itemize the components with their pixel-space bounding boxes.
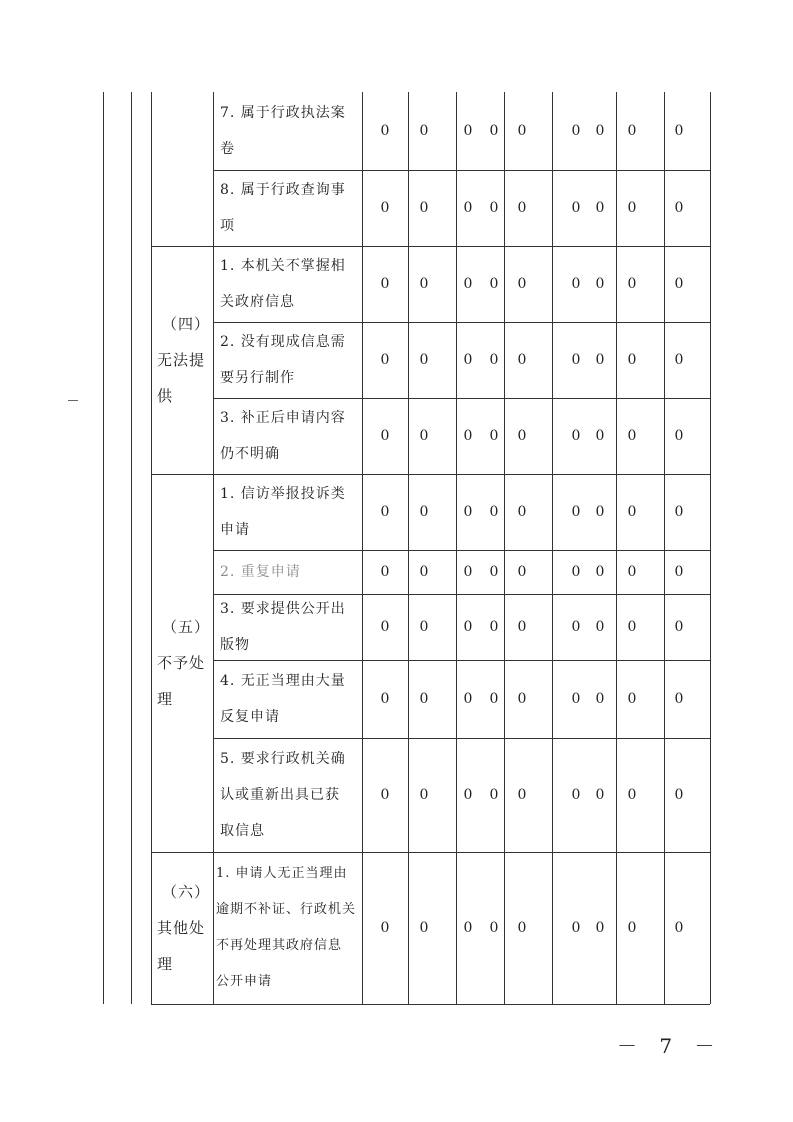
cell-value: 0	[517, 276, 527, 292]
cell-value: 0	[517, 691, 527, 707]
group-label-line: 理	[157, 690, 174, 708]
cell-value: 0	[419, 691, 429, 707]
cell-value: 0	[627, 276, 637, 292]
row-label-line: 不再处理其政府信息	[216, 938, 343, 953]
cell-value: 0	[674, 619, 684, 635]
cell-value: 0	[627, 920, 637, 936]
cell-value: 0	[627, 787, 637, 803]
cell-value: 0	[463, 276, 473, 292]
cell-value: 0	[674, 691, 684, 707]
cell-value: 0	[595, 276, 605, 292]
grid-row-line	[151, 1004, 710, 1005]
row-label-line: 1. 申请人无正当理由	[216, 866, 348, 881]
row-label-line: 7. 属于行政执法案	[220, 105, 346, 121]
cell-value: 0	[380, 619, 390, 635]
cell-value: 0	[380, 691, 390, 707]
row-label-line: 仍不明确	[220, 446, 280, 462]
grid-row-line	[213, 738, 710, 739]
row-label-line: 关政府信息	[220, 294, 295, 310]
grid-col-line	[710, 92, 711, 1004]
cell-value: 0	[571, 276, 581, 292]
cell-value: 0	[463, 564, 473, 580]
grid-row-line	[151, 474, 710, 475]
cell-value: 0	[517, 123, 527, 139]
cell-value: 0	[627, 504, 637, 520]
cell-value: 0	[419, 564, 429, 580]
cell-value: 0	[517, 504, 527, 520]
cell-value: 0	[489, 276, 499, 292]
cell-value: 0	[571, 200, 581, 216]
cell-value: 0	[489, 428, 499, 444]
grid-row-line	[151, 852, 710, 853]
cell-value: 0	[419, 428, 429, 444]
cell-value: 0	[489, 200, 499, 216]
cell-value: 0	[463, 920, 473, 936]
cell-value: 0	[571, 787, 581, 803]
cell-value: 0	[571, 619, 581, 635]
row-label-line: 取信息	[220, 823, 265, 839]
page-number: － 7 －	[617, 1034, 723, 1058]
grid-row-line	[213, 322, 710, 323]
cell-value: 0	[380, 504, 390, 520]
row-label-line: 3. 要求提供公开出	[220, 601, 346, 617]
cell-value: 0	[517, 920, 527, 936]
row-label-line: 8. 属于行政查询事	[220, 182, 346, 198]
cell-value: 0	[627, 123, 637, 139]
label-col-line	[213, 92, 214, 1004]
cell-value: 0	[380, 920, 390, 936]
row-label-line: 申请	[220, 522, 250, 538]
cell-value: 0	[463, 123, 473, 139]
cell-value: 0	[380, 123, 390, 139]
grid-col-line	[408, 92, 409, 1004]
cell-value: 0	[571, 123, 581, 139]
margin-line-left	[103, 92, 104, 1004]
group-col-line	[151, 92, 152, 1004]
cell-value: 0	[463, 691, 473, 707]
cell-value: 0	[517, 352, 527, 368]
cell-value: 0	[595, 787, 605, 803]
cell-value: 0	[517, 564, 527, 580]
group-label-line: 无法提	[157, 351, 206, 369]
cell-value: 0	[489, 352, 499, 368]
grid-col-line	[504, 92, 505, 1004]
cell-value: 0	[674, 276, 684, 292]
cell-value: 0	[380, 200, 390, 216]
cell-value: 0	[419, 352, 429, 368]
cell-value: 0	[489, 619, 499, 635]
row-label-line: 认或重新出具已获	[220, 787, 340, 803]
row-label-line: 3. 补正后申请内容	[220, 410, 346, 426]
cell-value: 0	[463, 619, 473, 635]
cell-value: 0	[595, 619, 605, 635]
cell-value: 0	[380, 352, 390, 368]
group-label-line: 不予处	[157, 654, 206, 672]
group-label-line: （五）	[162, 618, 211, 636]
cell-value: 0	[380, 276, 390, 292]
cell-value: 0	[674, 123, 684, 139]
cell-value: 0	[419, 920, 429, 936]
grid-col-line	[616, 92, 617, 1004]
cell-value: 0	[595, 504, 605, 520]
row-label-line: 2. 重复申请	[220, 564, 301, 580]
group-label-line: （四）	[162, 315, 211, 333]
cell-value: 0	[595, 920, 605, 936]
cell-value: 0	[463, 352, 473, 368]
cell-value: 0	[489, 504, 499, 520]
cell-value: 0	[489, 691, 499, 707]
row-label-line: 逾期不补证、行政机关	[216, 902, 357, 917]
row-label-line: 公开申请	[216, 974, 273, 989]
grid-row-line	[151, 246, 710, 247]
cell-value: 0	[674, 564, 684, 580]
cell-value: 0	[419, 123, 429, 139]
cell-value: 0	[627, 564, 637, 580]
cell-value: 0	[419, 619, 429, 635]
row-label-line: 1. 本机关不掌握相	[220, 258, 346, 274]
cell-value: 0	[463, 504, 473, 520]
cell-value: 0	[674, 352, 684, 368]
cell-value: 0	[627, 352, 637, 368]
cell-value: 0	[517, 619, 527, 635]
cell-value: 0	[571, 920, 581, 936]
cell-value: 0	[571, 691, 581, 707]
grid-row-line	[213, 398, 710, 399]
group-label-line: 其他处	[157, 919, 206, 937]
cell-value: 0	[571, 428, 581, 444]
grid-col-line	[664, 92, 665, 1004]
cell-value: 0	[595, 123, 605, 139]
cell-value: 0	[419, 200, 429, 216]
grid-col-line	[362, 92, 363, 1004]
cell-value: 0	[489, 787, 499, 803]
cell-value: 0	[380, 787, 390, 803]
cell-value: 0	[627, 200, 637, 216]
cell-value: 0	[595, 200, 605, 216]
cell-value: 0	[595, 691, 605, 707]
cell-value: 0	[595, 564, 605, 580]
cell-value: 0	[674, 428, 684, 444]
cell-value: 0	[419, 276, 429, 292]
cell-value: 0	[380, 428, 390, 444]
cell-value: 0	[489, 123, 499, 139]
row-label-line: 1. 信访举报投诉类	[220, 486, 346, 502]
cell-value: 0	[571, 564, 581, 580]
row-label-line: 要另行制作	[220, 370, 295, 386]
cell-value: 0	[463, 200, 473, 216]
group-label-line: 理	[157, 955, 174, 973]
cell-value: 0	[627, 619, 637, 635]
cell-value: 0	[674, 200, 684, 216]
grid-row-line	[213, 550, 710, 551]
row-label-line: 5. 要求行政机关确	[220, 751, 346, 767]
cell-value: 0	[489, 564, 499, 580]
cell-value: 0	[463, 787, 473, 803]
cell-value: 0	[517, 787, 527, 803]
row-label-line: 反复申请	[220, 709, 280, 725]
row-label-line: 版物	[220, 637, 250, 653]
cell-value: 0	[489, 920, 499, 936]
cell-value: 0	[380, 564, 390, 580]
cell-value: 0	[627, 691, 637, 707]
cell-value: 0	[595, 352, 605, 368]
row-label-line: 4. 无正当理由大量	[220, 673, 346, 689]
group-label-line: （六）	[162, 883, 211, 901]
cell-value: 0	[627, 428, 637, 444]
cell-value: 0	[517, 200, 527, 216]
margin-dash-mark	[68, 400, 78, 401]
cell-value: 0	[517, 428, 527, 444]
margin-line-inner	[131, 92, 132, 1004]
cell-value: 0	[674, 787, 684, 803]
grid-col-line	[456, 92, 457, 1004]
grid-col-line	[552, 92, 553, 1004]
grid-row-line	[213, 660, 710, 661]
group-label-line: 供	[157, 387, 174, 405]
row-label-line: 卷	[220, 141, 235, 157]
row-label-line: 2. 没有现成信息需	[220, 334, 346, 350]
row-label-line: 项	[220, 218, 235, 234]
grid-row-line	[213, 170, 710, 171]
cell-value: 0	[571, 504, 581, 520]
cell-value: 0	[674, 504, 684, 520]
cell-value: 0	[419, 787, 429, 803]
cell-value: 0	[674, 920, 684, 936]
cell-value: 0	[571, 352, 581, 368]
cell-value: 0	[463, 428, 473, 444]
cell-value: 0	[595, 428, 605, 444]
cell-value: 0	[419, 504, 429, 520]
